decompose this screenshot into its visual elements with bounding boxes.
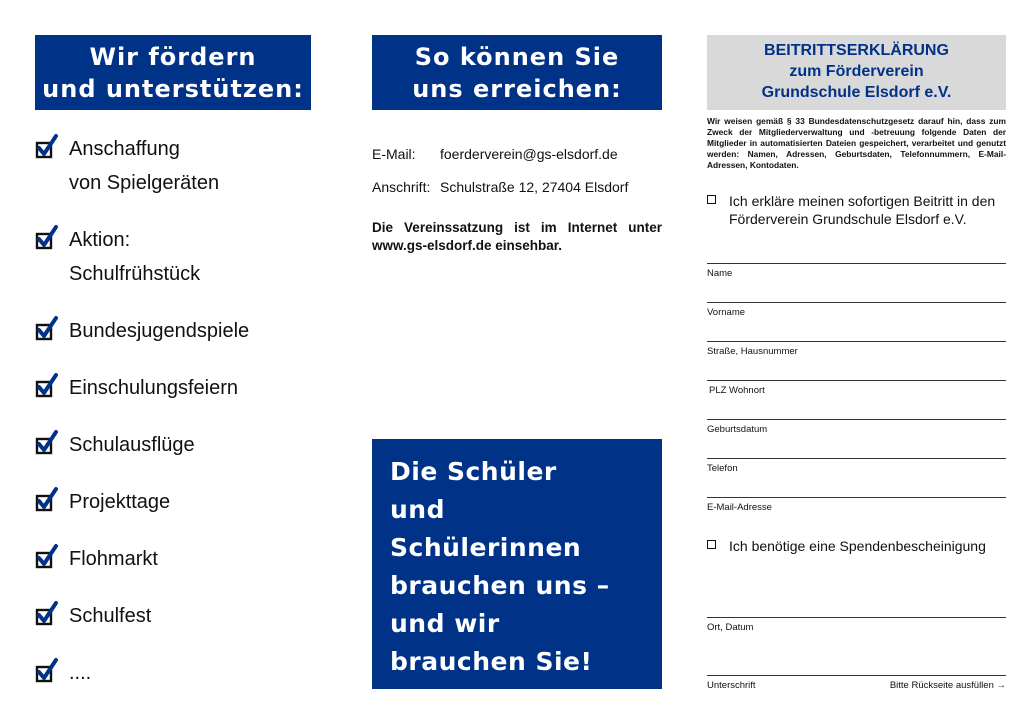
list-item-line1: Einschulungsfeiern	[69, 377, 238, 399]
slogan-line: brauchen Sie!	[390, 647, 593, 676]
contact-banner-line1: So können Sie	[414, 43, 620, 71]
contact-banner	[372, 35, 662, 110]
form-title	[707, 35, 1006, 110]
list-item	[35, 371, 335, 405]
slogan-line: und	[390, 495, 445, 524]
name-field-label: Name	[707, 268, 733, 279]
firstname-field[interactable]	[707, 302, 1006, 318]
privacy-notice: Wir weisen gemäß § 33 Bundesdatenschutzgesetz darauf hin, dass zum Zweck der Mitgliederverwaltung und -betreuung folgende Daten der Mitglieder in automatisierten Dateien gespeichert, verarbeitet und genutzt werden: Namen, Adressen, Geburtsdaten, Telefonnummern, E-Mail-Adressen, Kontodaten.	[707, 116, 1006, 170]
address-label: Anschrift:	[372, 179, 431, 195]
checkbox-checked-icon	[35, 225, 59, 251]
email-label: E-Mail:	[372, 146, 416, 162]
join-checkbox-label: Ich erkläre meinen sofortigen Beitritt in den Förderverein Grundschule Elsdorf e.V.	[729, 193, 996, 227]
statute-note: Die Vereinssatzung ist im Internet unter www.gs-elsdorf.de einsehbar.	[372, 220, 662, 253]
list-item-line1: Anschaffung	[69, 138, 180, 160]
list-item	[35, 599, 335, 633]
checkbox-checked-icon	[35, 134, 59, 160]
receipt-checkbox-label: Ich benötige eine Spendenbescheinigung	[729, 538, 986, 554]
checkbox-checked-icon	[35, 373, 59, 399]
join-checkbox-row[interactable]	[707, 192, 1006, 228]
checkbox-checked-icon	[35, 658, 59, 684]
contact-banner-line2: uns erreichen:	[412, 75, 622, 103]
list-item-line1: Schulausflüge	[69, 434, 195, 456]
signature-label: Unterschrift	[707, 680, 756, 691]
form-title-line3: Grundschule Elsdorf e.V.	[761, 84, 952, 101]
zip-city-field-label: PLZ Wohnort	[709, 385, 765, 396]
turn-over-note: Bitte Rückseite ausfüllen →	[889, 680, 1006, 691]
list-item-line1: Projekttage	[69, 491, 171, 513]
list-item	[35, 132, 335, 200]
checkbox-checked-icon	[35, 487, 59, 513]
name-field[interactable]	[707, 263, 1006, 279]
list-item	[35, 223, 335, 291]
list-item	[35, 485, 335, 519]
form-title-line2: zum Förderverein	[789, 63, 924, 80]
email-field-label: E-Mail-Adresse	[707, 502, 772, 513]
address-row	[372, 179, 628, 195]
checkbox-checked-icon	[35, 430, 59, 456]
list-item	[35, 314, 335, 348]
join-checkbox[interactable]	[707, 195, 716, 204]
list-item-line1: Flohmarkt	[69, 548, 158, 570]
email-field[interactable]	[707, 497, 1006, 513]
form-title-line1: BEITRITTSERKLÄRUNG	[764, 42, 949, 59]
list-item	[35, 542, 335, 576]
list-item-line2: Schulfrühstück	[69, 263, 201, 285]
phone-field-label: Telefon	[707, 463, 738, 474]
email-row	[372, 146, 618, 162]
birthdate-field[interactable]	[707, 419, 1006, 435]
support-banner-line2: und unterstützen:	[42, 75, 304, 103]
street-field-label: Straße, Hausnummer	[707, 346, 798, 357]
list-item-line1: Schulfest	[69, 605, 152, 627]
slogan-line: brauchen uns –	[390, 571, 610, 600]
email-value[interactable]: foerderverein@gs-elsdorf.de	[440, 146, 618, 162]
place-date-field[interactable]	[707, 617, 1006, 633]
slogan-line: und wir	[390, 609, 500, 638]
checkbox-checked-icon	[35, 544, 59, 570]
place-date-label: Ort, Datum	[707, 622, 754, 633]
receipt-checkbox-row[interactable]	[707, 537, 1006, 555]
slogan-line: Schülerinnen	[390, 533, 582, 562]
firstname-field-label: Vorname	[707, 307, 746, 318]
checkbox-checked-icon	[35, 316, 59, 342]
list-item-line1: Aktion:	[69, 229, 131, 251]
support-banner	[35, 35, 311, 110]
list-item	[35, 656, 335, 690]
slogan-line: Die Schüler	[390, 457, 557, 486]
receipt-checkbox[interactable]	[707, 540, 716, 549]
phone-field[interactable]	[707, 458, 1006, 474]
list-item-line1: Bundesjugendspiele	[69, 320, 250, 342]
address-value: Schulstraße 12, 27404 Elsdorf	[440, 179, 629, 195]
list-item-line2: von Spielgeräten	[69, 172, 220, 194]
slogan-box	[372, 439, 662, 689]
zip-city-field[interactable]	[707, 380, 1006, 396]
street-field[interactable]	[707, 341, 1006, 357]
list-item-line1: ....	[69, 662, 92, 684]
support-banner-line1: Wir fördern	[89, 43, 257, 71]
list-item	[35, 428, 335, 462]
birthdate-field-label: Geburtsdatum	[707, 424, 768, 435]
support-list	[35, 132, 335, 690]
checkbox-checked-icon	[35, 601, 59, 627]
